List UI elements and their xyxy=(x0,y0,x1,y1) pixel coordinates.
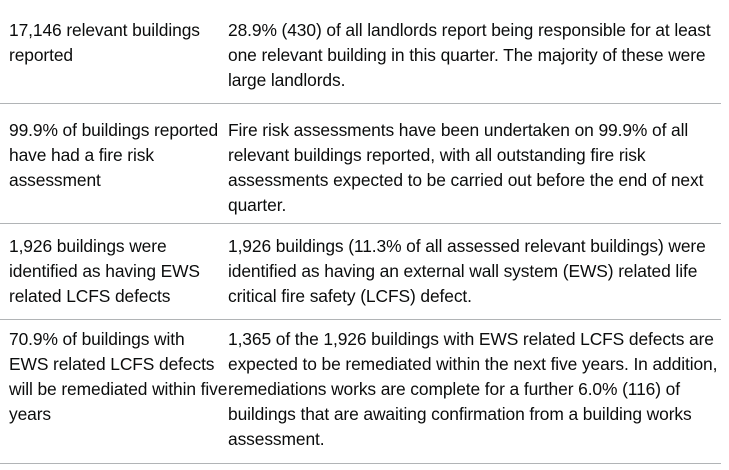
row-value: Fire risk assessments have been undertaken on 99.9% of all relevant buildings reported, with all outstanding fire risk assessments expected to be carried out before the end of next quarter. xyxy=(228,120,704,215)
row-key: 1,926 buildings were identified as having EWS related LCFS defects xyxy=(9,236,200,306)
summary-row xyxy=(0,224,721,320)
summary-row xyxy=(0,0,721,104)
row-key: 99.9% of buildings reported have had a fire risk assessment xyxy=(9,120,219,190)
row-value: 1,365 of the 1,926 buildings with EWS related LCFS defects are expected to be remediated within the next five years. In addition, remediations works are complete for a further 6.0% (116) of buildings that are awaiting confirmation from a building works assessment. xyxy=(228,329,718,449)
row-key: 70.9% of buildings with EWS related LCFS defects will be remediated within five years xyxy=(9,329,228,424)
summary-row xyxy=(0,104,721,224)
row-value: 1,926 buildings (11.3% of all assessed relevant buildings) were identified as having an external wall system (EWS) related life critical fire safety (LCFS) defect. xyxy=(228,236,706,306)
row-value: 28.9% (430) of all landlords report being responsible for at least one relevant building in this quarter. The majority of these were large landlords. xyxy=(228,20,711,90)
row-key: 17,146 relevant buildings reported xyxy=(9,20,200,65)
summary-row xyxy=(0,320,721,464)
